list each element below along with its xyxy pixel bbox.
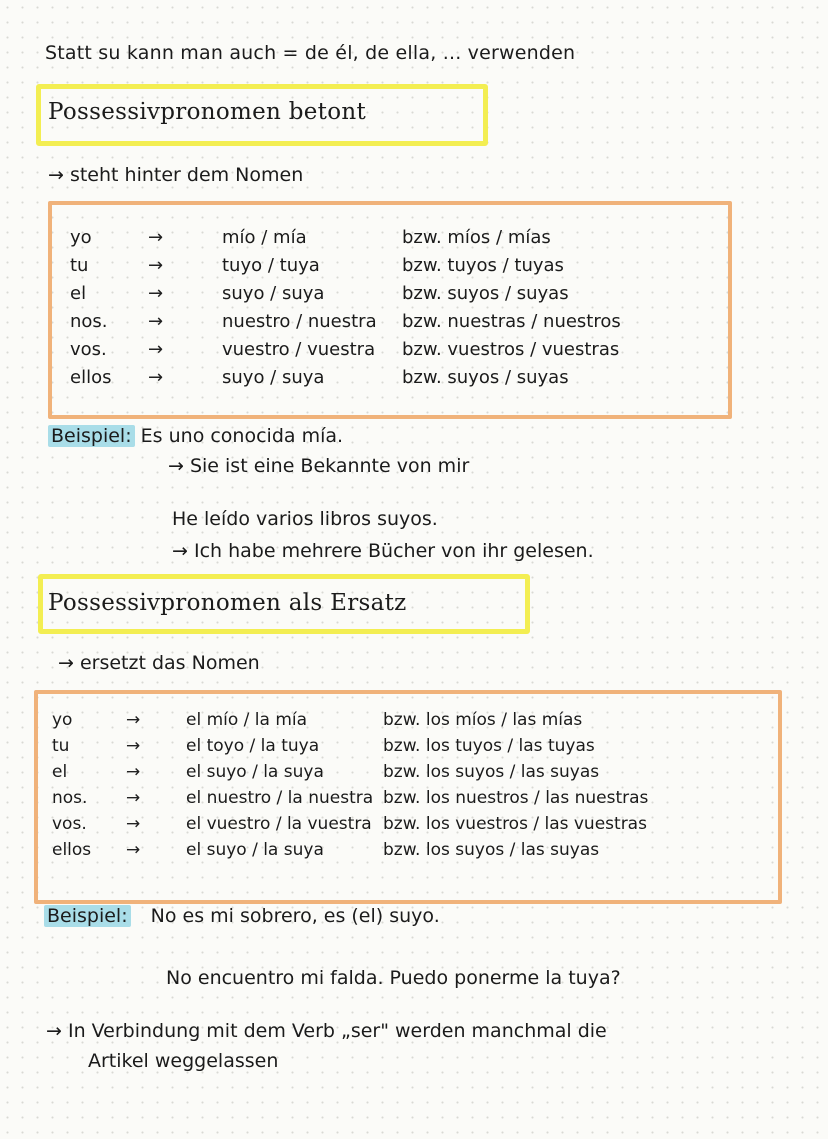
example-label: Beispiel:: [44, 905, 131, 927]
example-translation: → Sie ist eine Bekannte von mir: [168, 455, 470, 477]
singular-form-cell: suyo / suya: [222, 283, 325, 304]
pronoun-cell: tu: [52, 736, 70, 756]
singular-form-cell: el nuestro / la nuestra: [186, 788, 374, 808]
intro-line: Statt su kann man auch = de él, de ella, ... verwenden: [45, 42, 576, 64]
final-note-line-1: → In Verbindung mit dem Verb „ser" werden manchmal die: [46, 1020, 607, 1042]
plural-form-cell: bzw. los nuestros / las nuestras: [383, 788, 649, 808]
singular-form-cell: el suyo / la suya: [186, 840, 324, 860]
example-sentence: He leído varios libros suyos.: [172, 508, 438, 530]
example-sentence: Es uno conocida mía.: [140, 425, 344, 447]
section1-note: → steht hinter dem Nomen: [48, 164, 304, 186]
final-note-line-2: Artikel weggelassen: [88, 1050, 279, 1072]
plural-form-cell: bzw. los vuestros / las vuestras: [383, 814, 647, 834]
table-row: [52, 339, 728, 363]
pronoun-cell: el: [52, 762, 68, 782]
arrow-icon: →: [148, 283, 164, 304]
plural-form-cell: bzw. míos / mías: [402, 227, 551, 248]
section2-table: [34, 690, 782, 904]
section2-note: → ersetzt das Nomen: [58, 652, 260, 674]
singular-form-cell: el suyo / la suya: [186, 762, 324, 782]
table-row: [38, 762, 778, 785]
singular-form-cell: el vuestro / la vuestra: [186, 814, 372, 834]
singular-form-cell: vuestro / vuestra: [222, 339, 376, 360]
table-row: [38, 710, 778, 733]
plural-form-cell: bzw. vuestros / vuestras: [402, 339, 620, 360]
arrow-icon: →: [148, 311, 164, 332]
plural-form-cell: bzw. los míos / las mías: [383, 710, 583, 730]
table-row: [38, 788, 778, 811]
pronoun-cell: nos.: [52, 788, 88, 808]
singular-form-cell: nuestro / nuestra: [222, 311, 377, 332]
plural-form-cell: bzw. tuyos / tuyas: [402, 255, 564, 276]
pronoun-cell: vos.: [52, 814, 87, 834]
arrow-icon: →: [148, 255, 164, 276]
section1-example-line: [48, 425, 343, 447]
section2-heading: Possessivpronomen als Ersatz: [48, 590, 407, 616]
pronoun-cell: yo: [52, 710, 73, 730]
plural-form-cell: bzw. nuestras / nuestros: [402, 311, 621, 332]
example-label: Beispiel:: [48, 425, 135, 447]
plural-form-cell: bzw. suyos / suyas: [402, 283, 569, 304]
arrow-icon: →: [126, 762, 141, 782]
pronoun-cell: yo: [70, 227, 92, 248]
table-row: [38, 736, 778, 759]
example-sentence: No es mi sobrero, es (el) suyo.: [150, 905, 440, 927]
plural-form-cell: bzw. suyos / suyas: [402, 367, 569, 388]
plural-form-cell: bzw. los suyos / las suyas: [383, 762, 600, 782]
plural-form-cell: bzw. los tuyos / las tuyas: [383, 736, 595, 756]
arrow-icon: →: [126, 710, 141, 730]
arrow-icon: →: [126, 840, 141, 860]
pronoun-cell: nos.: [70, 311, 108, 332]
table-row: [52, 367, 728, 391]
singular-form-cell: el toyo / la tuya: [186, 736, 320, 756]
section2-example-line: [44, 905, 440, 927]
singular-form-cell: mío / mía: [222, 227, 307, 248]
arrow-icon: →: [126, 788, 141, 808]
arrow-icon: →: [126, 814, 141, 834]
arrow-icon: →: [148, 367, 164, 388]
plural-form-cell: bzw. los suyos / las suyas: [383, 840, 600, 860]
table-row: [52, 227, 728, 251]
singular-form-cell: tuyo / tuya: [222, 255, 320, 276]
singular-form-cell: el mío / la mía: [186, 710, 308, 730]
singular-form-cell: suyo / suya: [222, 367, 325, 388]
section1-table: [48, 201, 732, 419]
arrow-icon: →: [126, 736, 141, 756]
example-translation: → Ich habe mehrere Bücher von ihr gelesen.: [172, 540, 594, 562]
arrow-icon: →: [148, 339, 164, 360]
pronoun-cell: ellos: [70, 367, 112, 388]
table-row: [52, 283, 728, 307]
pronoun-cell: ellos: [52, 840, 92, 860]
arrow-icon: →: [148, 227, 164, 248]
section1-heading: Possessivpronomen betont: [48, 99, 367, 125]
pronoun-cell: el: [70, 283, 87, 304]
pronoun-cell: tu: [70, 255, 89, 276]
table-row: [52, 311, 728, 335]
example-sentence: No encuentro mi falda. Puedo ponerme la tuya?: [166, 967, 621, 989]
table-row: [38, 814, 778, 837]
table-row: [52, 255, 728, 279]
table-row: [38, 840, 778, 863]
pronoun-cell: vos.: [70, 339, 107, 360]
